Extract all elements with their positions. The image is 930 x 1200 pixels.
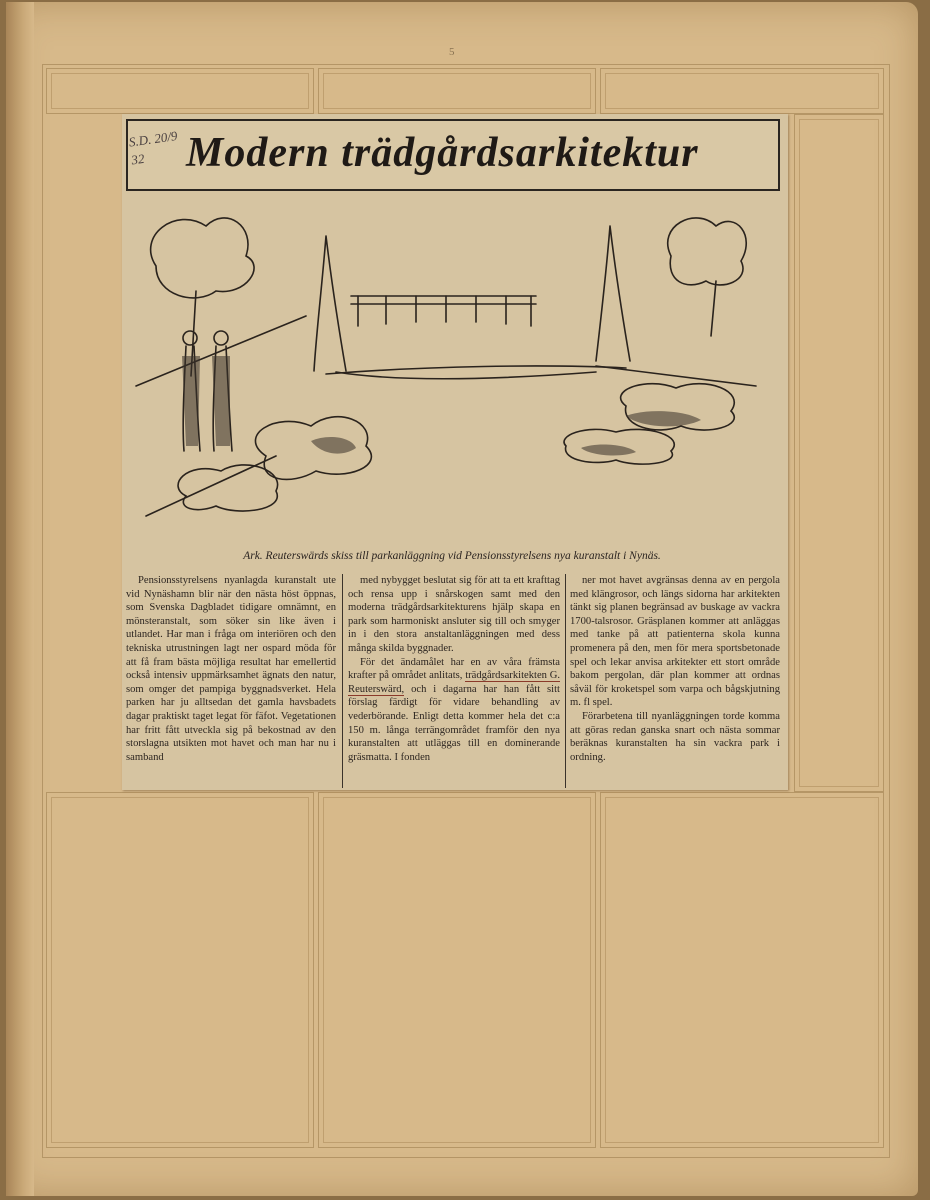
column-divider bbox=[342, 574, 343, 788]
garden-sketch-illustration bbox=[126, 196, 778, 536]
album-page bbox=[6, 2, 918, 1196]
frame-panel-top-left bbox=[46, 68, 314, 114]
article-headline: Modern trädgårdsarkitektur bbox=[186, 130, 699, 176]
frame-panel-bottom-right bbox=[600, 792, 884, 1148]
frame-panel-top-right bbox=[600, 68, 884, 114]
page-number: 5 bbox=[449, 46, 455, 58]
column-3-paragraph-2: Förarbetena till nyanläggningen torde komma att göras redan ganska snart och nästa sommar beräknas kuranstalten ha sin vackra park i ordning. bbox=[570, 710, 780, 763]
column-2-paragraph-2-text: För det ändamålet har en av våra främsta krafter på området anlitats, trädgårdsarkitekten G. Reuterswärd, och i dagarna har han fått sitt förslag färdigt för vidare behandling av vederbörande. Enligt detta kommer hela det c:a 150 m. långa terrängområdet framför den nya kuranstalten att utläggas till en dominerande gräsmatta. I fonden bbox=[348, 656, 560, 763]
frame-panel-bottom-left bbox=[46, 792, 314, 1148]
page-binding bbox=[6, 2, 34, 1196]
article-column-1 bbox=[126, 574, 336, 790]
headline-box bbox=[126, 119, 780, 191]
column-1-paragraph: Pensionsstyrelsens nyanlagda kuranstalt ute vid Nynäshamn blir när den nästa höst öppnas, som Svenska Dagbladet tidigare omnämnt, en mönsteranstalt, som söker sin like även i utlandet. Har man i fråga om interiören och den tekniska utrustningen lagt ner ospard möda för att få fram bästa möjliga resultat har emellertid också intensiv uppmärksamhet ägnats den natur, som omger det pampiga byggnadsverket. Hela parken har ju alltsedan det gamla havsbadets dagar praktiskt taget legat för fäfot. Vegetationen har fritt fått utveckla sig på bekostnad av den storslagna utsikten mot havet och man har nu i samband bbox=[126, 575, 336, 763]
frame-panel-bottom-middle bbox=[318, 792, 596, 1148]
illustration-caption: Ark. Reuterswärds skiss till parkanläggning vid Pensionsstyrelsens nya kuranstalt i Nynäs. bbox=[243, 550, 661, 562]
frame-panel-top-middle bbox=[318, 68, 596, 114]
column-3-paragraph-1: ner mot havet avgränsas denna av en pergola med klängrosor, och längs sidorna har arkitekten tänkt sig planen begränsad av buskage av vackra 1700-talsrosor. Gräsplanen kommer att anläggas med tanke på att patienterna skola kunna promenera på den, men för mera sportsbetonade spel och lekar anvisa arkitekter ett stort område bakom pergolan, där plan kommer att ordnas såväl för kroketspel som varpa och bågskjutning m. fl spel. bbox=[570, 575, 780, 709]
article-column-2 bbox=[348, 574, 560, 790]
column-divider bbox=[565, 574, 566, 788]
underlined-architect-name: trädgårdsarkitekten G. Reuterswärd, bbox=[348, 670, 560, 695]
newspaper-clipping bbox=[122, 114, 788, 790]
frame-panel-right-middle bbox=[794, 114, 884, 792]
column-2-paragraph-1: med nybygget beslutat sig för att ta ett krafttag och rensa upp i snårskogen samt med den moderna trädgårdsarkitekturens hjälp skapa en park som harmoniskt ansluter sig till och smyger in i den stora anstaltanläggningen med dess många skilda byggnader. bbox=[348, 575, 560, 654]
column-2-paragraph-2 bbox=[348, 656, 560, 765]
handwritten-date-note: S.D. 20/9 32 bbox=[127, 127, 179, 168]
article-column-3 bbox=[570, 574, 780, 774]
